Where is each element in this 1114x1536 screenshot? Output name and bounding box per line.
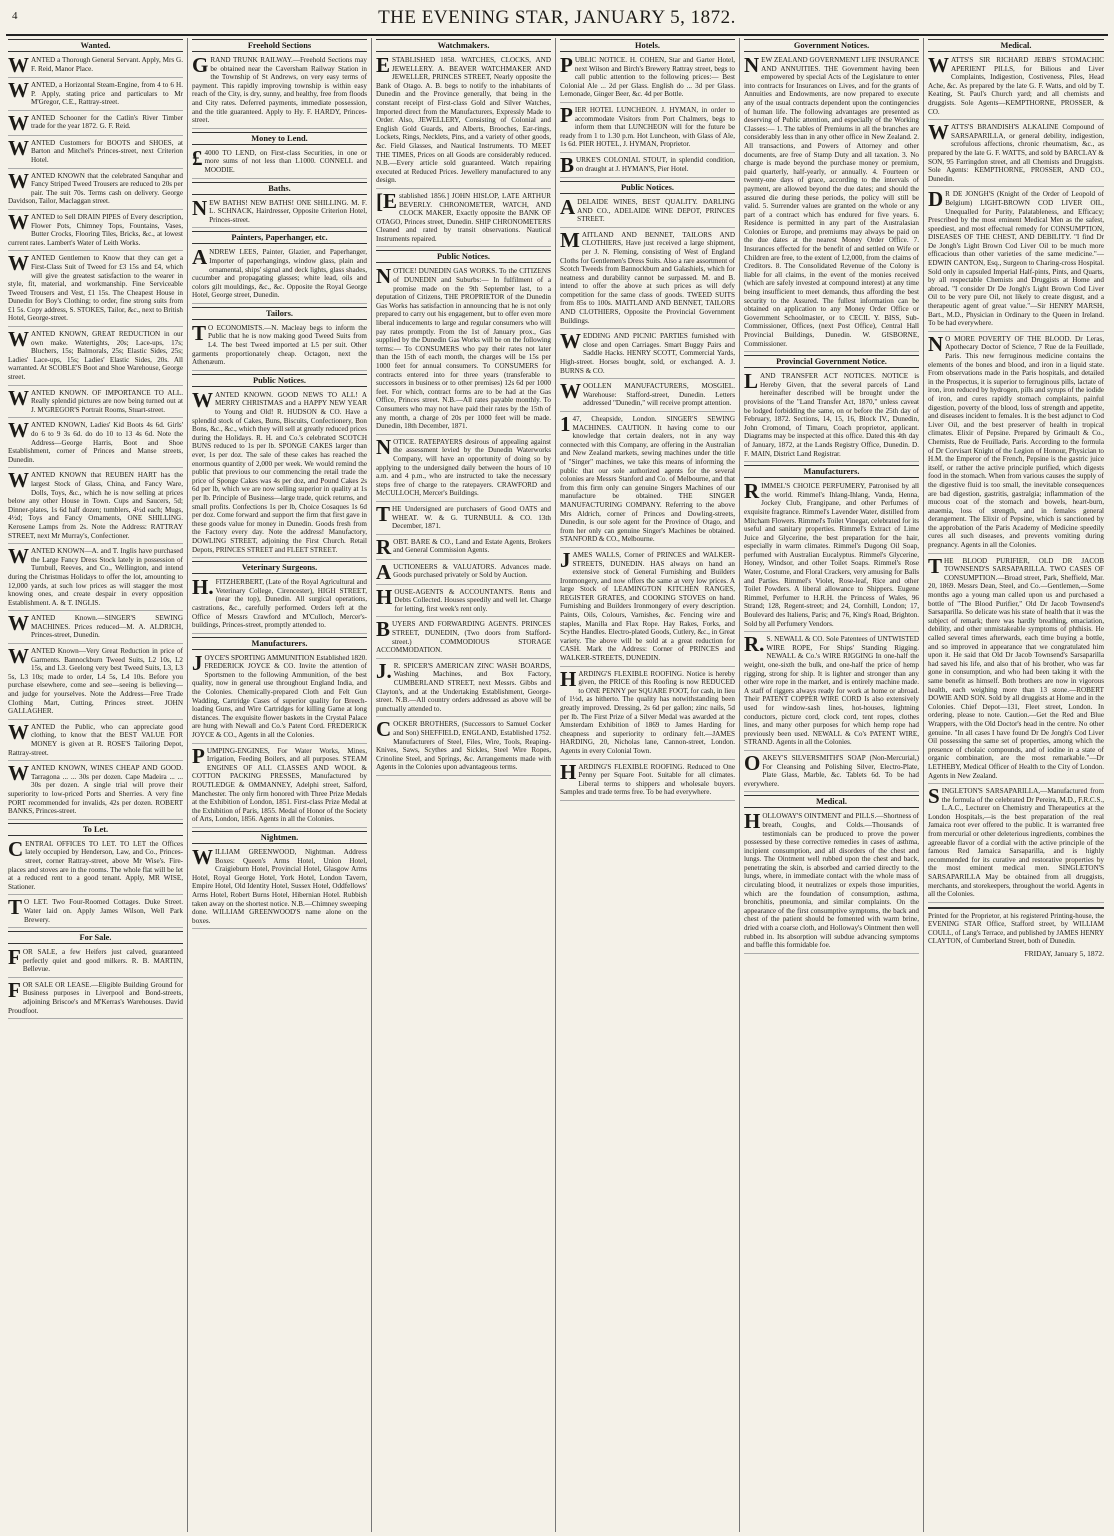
advertisement: WANTED Schooner for the Catlin's River Timber trade for the year 1872. G. F. Reid. [8, 113, 183, 135]
advertisement: WANTED KNOWN—A. and T. Inglis have purchased the Large Fancy Dress Stock lately in possession of Turnbull, Reeves, and Co., Wellington, and intend during the Christmas Holidays to offer the lot, amounting to 12,000 yards, at such low prices as will stagger the most knowing ones, and create despair in every opposition Establishment. A. & T. INGLIS. [8, 547, 183, 611]
section-heading: Watchmakers. [376, 39, 551, 52]
section-heading: Medical. [744, 795, 919, 808]
advertisement: ADELAIDE WINES, BEST QUALITY. DARLING AND CO., ADELAIDE WINE DEPOT, PRINCES STREET. [560, 198, 735, 228]
advertisement: COCKER BROTHERS, (Successors to Samuel Cocker and Son) SHEFFIELD, ENGLAND, Established 1752. Manufacturers of Steel, Files, Wire, Tools, Reaping-Knives, Saws, Scythes and Sickles, Steel Wire Ropes, Crinoline Steel, and Springs, &c. Arrangements made with Agents in the Colonies upon advantageous terms. [376, 720, 551, 776]
advertisement: WANTED, a Horizontal Steam-Engine, from 4 to 6 H. P. Apply, stating price and particulars to Mr M'Gregor, C.E., Rattray-street. [8, 81, 183, 111]
advertisement: HOLLOWAY'S OINTMENT and PILLS.—Shortness of breath, Coughs, and Colds.—Thousands of testimonials can be produced to prove the power possessed by these corrective remedies in cases of asthma, incipient consumption, and all disorders of the chest and lungs. The Ointment well rubbed upon the chest and back, penetrating the skin, is absorbed and carried directly to the lungs, where, in immediate contact with the whole mass of circulating blood, it neutralizes or expels those impurities, which are the foundation of consumption, asthma, bronchitis, pneumonia, and similar complaints. On the appearance of the first consumptive symptoms, the back and chest of the patient should be fomented with warm brine, dried with a coarse cloth, and Holloway's Ointment then well rubbed in. Its absorption will subdue advancing symptoms and baffle this formidable foe. [744, 812, 919, 954]
advertisement: GRAND TRUNK RAILWAY.—Freehold Sections may be obtained near the Caversham Railway Station in the Township of St Andrews, on very easy terms of payment. This rapidly improving township is within easy reach of the City, is dry, sunny, and healthy, free from floods and City rates. Deferred payments, immediate possession, and the title guaranteed. Apply to Hy. F. HARDY, Princes-street. [192, 56, 367, 129]
section-heading: Freehold Sections [192, 39, 367, 52]
columns [4, 38, 1110, 1532]
advertisement: J.R. SPICER'S AMERICAN ZINC WASH BOARDS, Washing Machines, and Box Factory, CUMBERLAND STREET, next Messrs. Gibbs and Clayton's, and at the Undertaking Establishment, George-street. N.B.—All country orders addressed as above will be punctually attended to. [376, 662, 551, 718]
column-4 [556, 38, 740, 1532]
advertisement: THE BLOOD PURIFIER, OLD DR JACOB TOWNSEND'S SARSAPARILLA. TWO CASES OF CONSUMPTION.—Broad street, Park, Sheffield, Mar. 20, 1869. Messrs Dean, Steel, and Co.—Gentlemen,—Some months ago a young man called upon us and purchased a bottle of "The Blood Purifier," Old Dr Jacob Townsend's Sarsaparilla. So delicate was his state of health that it was the subject of remark; there was hardly breathing, emaciation, debility, and other unmistakeable symptoms of phthisis. He called several times afterwards, each time buying a bottle, and so improved in appearance that we congratulated him upon it. He said that Old Dr Jacob Townsend's Sarsaparilla had saved his life, and also that of his brother, who was far gone in consumption, and who had been taking it with the same benefit as himself. Both brothers are now in vigorous health, each weighing more than 13 stone.—ROBERT DOWIE AND SON. Sold by all druggists at Home and in the Colonies. Chief Depot—131, Fleet street, London. In ordering, please to note. Caution.—Get the Red and Blue Wrappers, with the Old Doctor's head in the centre. No other genuine. "In all cases I have found Dr De Jongh's Cod Liver Oil possessing the same set of properties, among which the presence of cholaic compounds, and of iodine in a state of organic combination, are the most remarkable."—Dr LETHEBY, Medical Officer of Health to the City of London. Agents in New Zealand. [928, 557, 1104, 784]
masthead [6, 4, 1108, 36]
advertisement: WATTS'S BRANDISH'S ALKALINE Compound of SARSAPARILLA, or general debility, indigestion, scrofulous affections, chronic rheumatism, &c., as prepared by the late G. F. WATTS, and sold by BARCLAY & SON, 95 Farringdon street, and all Chemists and Druggists. Sole Agents: KEMPTHORNE, PROSSER, AND CO., Dunedin. [928, 123, 1104, 187]
issue-date: FRIDAY, January 5, 1872. [1024, 948, 1104, 958]
advertisement: WANTED KNOWN. OF IMPORTANCE TO ALL. Really splendid pictures are now being turned out at J. M'GREGOR'S Portrait Rooms, Stuart-street. [8, 389, 183, 419]
column-6 [924, 38, 1108, 1532]
section-heading: Public Notices. [560, 181, 735, 194]
advertisement: £4000 TO LEND, on First-class Securities, in one or more sums of not less than L1000. CONNELL and MOODIE. [192, 149, 367, 179]
section-heading: Baths. [192, 182, 367, 195]
section-heading: Wanted. [8, 39, 183, 52]
advertisement: WANTED Customers for BOOTS and SHOES, at Barton and Mitchel's Princes-street, next Criterion Hotel. [8, 139, 183, 169]
advertisement: NOTICE. RATEPAYERS desirous of appealing against the assessment levied by the Dunedin Waterworks Company, will have an opportunity of doing so by applying to the undersigned daily between the hours of 10 a.m. and 4 p.m., who are instructed to take the necessary steps free of charge to the ratepayers. CRAWFORD and McCULLOCH, Mercer's Buildings. [376, 438, 551, 502]
advertisement: WANTED Known—Very Great Reduction in price of Garments. Bannockburn Tweed Suits, L2 10s, L2 15s, and L3. Geelong very best Tweed Suits, L3, L3 5s, L3 10s; made to order, L4 5s, L4 10s. Before you purchase elsewhere, come and see—seeing is believing—and judge for yourselves. Note the Address—Free Trade Clothing Mart, Cutting, Princes street. JOHN GALLAGHER. [8, 647, 183, 720]
advertisement: HOUSE-AGENTS & ACCOUNTANTS. Rents and Debts Collected. Houses speedily and well let. Charge for letting, first week's rent only. [376, 588, 551, 618]
advertisement: PUBLIC NOTICE. H. COHEN, Star and Garter Hotel, next Wilson and Birch's Brewery Rattray street, begs to call public attention to the following prices:— Best Colonial Ale ... 2d per Glass. English do ... 3d per Glass. Lemonade, Ginger Beer, &c. 4d per Bottle. [560, 56, 735, 103]
advertisement: PUMPING-ENGINES, For Water Works, Mines, Irrigation, Feeding Boilers, and all purposes. STEAM ENGINES OF ALL CLASSES AND WOOL & COTTON PACKING PRESSES, Manufactured by ROUTLEDGE & OMMANNEY, Adelphi street, Salford, Manchester. The only firm honored with Three Prize Medals at the Exhibition of London, 1851. First-class Prize Medal at the Exhibition of Paris, 1855. Medal of Honor of the Society of Arts, London, 1856. Agents in all the Colonies. [192, 747, 367, 828]
section-heading: Manufacturers. [744, 465, 919, 478]
newspaper-title: THE EVENING STAR, JANUARY 5, 1872. [378, 7, 736, 28]
advertisement: ANDREW LEES, Painter, Glazier, and Paperhanger, Importer of paperhangings, window glass, plain and ornamental, ships' signal and deck lights, glass shades, cucumber and propagating glasses; white lead, oils and colors gilt mouldings, &c., &c. Opposite the Royal George Hotel, George street, Dunedin. [192, 248, 367, 304]
advertisement: DR DE JONGH'S (Knight of the Order of Leopold of Belgium) LIGHT-BROWN COD LIVER OIL, Unequalled for Purity, Palatableness, and Efficacy; Prescribed by the most eminent Medical Men as the safest, speediest, and most effectual remedy for CONSUMPTION, DISEASES OF THE CHEST, AND DEBILITY. "I find Dr De Jongh's Light Brown Cod Liver Oil to be much more efficacious than other varieties of the same medicine."—EDWIN CANTON, Esq., Surgeon to Charing-cross Hospital. Sold only in capsuled Imperial Half-pints, Pints, and Quarts, by all respectable Chemists and Druggists at Home and abroad. "I consider Dr De Jongh's Light Brown Cod Liver Oil to be very pure Oil, not likely to create disgust, and a therapeutic agent of great value."—Sir HENRY MARSH, Bart., M.D., Physician in Ordinary to the Queen in Ireland. To be had everywhere. [928, 190, 1104, 332]
advertisement: WANTED KNOWN, WINES CHEAP AND GOOD. Tarragona ... ... 30s per dozen. Cape Madeira ... ... 30s per dozen. A single trial will prove their superiority to low-priced Ports and Sherries. A very fine PORT recommended for invalids, 42s per dozen. ROBERT BANKS, Princes-street. [8, 764, 183, 820]
section-heading: Veterinary Surgeons. [192, 561, 367, 574]
advertisement: WANTED the Public, who can appreciate good clothing, to know that the BEST VALUE FOR MONEY is given at R. ROSE'S Tailoring Depot, Rattray-street. [8, 723, 183, 761]
advertisement: HARDING'S FLEXIBLE ROOFING. Notice is hereby given, the PRICE of this Roofing is now REDUCED to ONE PENNY per SQUARE FOOT, for cash, in lieu of 1½d, as hitherto. The quality has notwithstanding been greatly improved. Dressing, 2s 6d per gallon; zinc nails, 5d per lb. The First Prize of a Silver Medal was awarded at the Amsterdam Exhibition of 1869 to James Harding for cheapness and superiority to ordinary felt.—JAMES HARDING, 20, Nicholas lane, Cannon-street, London. Agents in every Colonial Town. [560, 670, 735, 760]
advertisement: TO ECONOMISTS.—N. Macleay begs to inform the Public that he is now making good Tweed Suits from L4. The best Tweed imported at L5 per suit. Other garments proportionately cheap. Octagon, next the Athenæum. [192, 324, 367, 371]
printer-imprint: Printed for the Proprietor, at his registered Printing-house, the EVENING STAR Office, Stafford street, by WILLIAM COULL, of Lang's Terrace, and published by JAMES HENRY CLAYTON, of Cumberland Street, both of Dunedin. [928, 907, 1104, 946]
section-heading: Money to Lend. [192, 132, 367, 145]
advertisement: WANTED Known.—SINGER'S SEWING MACHINES. Prices reduced—M. A. ALDRICH, Princes-street, Dunedin. [8, 614, 183, 644]
advertisement: RIMMEL'S CHOICE PERFUMERY, Patronised by all the world. Rimmel's Ihlang-Ihlang, Vanda, Henna, Jockey Club, Frangipane, and other Perfumes of exquisite fragrance. Rimmel's Lavender Water, distilled from Mitcham Flowers. Rimmel's Toilet Vinegar, celebrated for its useful and sanitary properties. Rimmel's Extract of Lime Juice and Glycerine, the best preparation for the hair, especially in warm climates. Rimmel's Dugong Oil Soap, perfumed with Australian Eucalyptus. Rimmel's Glycerine, Honey, Windsor, and other Toilet Soaps. Rimmel's Rose Water, Costume, and Floral Crackers, very amusing for Balls and Parties. Rimmel's Violet, Rose-leaf, Rice and other Toilet Powders. A liberal allowance to Shippers. Eugene Rimmel, Perfumer to H.R.H. the Princess of Wales, 96 Strand; 128, Regent-street; and 24, Cornhill, London; 17, Boulevard des Italiens, Paris; and 76, King's Road, Brighton. Sold by all Perfumery Vendors. [744, 482, 919, 632]
advertisement: WATTS'S SIR RICHARD JEBB'S STOMACHIC APERIENT PILLS, for Bilious and Liver Complaints, Indigestion, Costiveness, Piles, Head Ache, &c. As prepared by the late G. F. Watts, and old by T. Keating, St. Paul's Church yard; and all chemists and druggists. Sole Agents—KEMPTHORNE, PROSSER, & CO. [928, 56, 1104, 120]
advertisement: NO MORE POVERTY OF THE BLOOD. Dr Leras, Apothecary Doctor of Science, 7 Rue de la Feuillade, Paris. This new ferruginous medicine contains the elements of the bones and blood, and iron in a liquid state. From observations made in the Paris hospitals, and detailed in the Prospectus, it is superior to ferruginous pills, lactate of iron, iron reduced by hydrogen, pills and syrups of the iodide of iron, and cures rapidly stomach complaints, painful digestion, poverty of the blood, loss of strength and appetite, and diseases incident to females. It is the best adjunct to Cod Liver Oil, and the best preserver of health in tropical climates. Elixir of Pepsine. Prepared by Grimault & Co., Chemists, Rue de Feuillade, Paris. According to the formula of Dr Corvisart Knight of the Legion of Honour, Physician to H.M. the Emperor of the French, Pepsine is the gastric juice itself, or rather the active principle purified, which digests food in the stomach. When from various causes the supply of the digestive fluid is too small, the inevitable consequences are bad digestion, gastritis, gastralgia; inflammation of the mucous coat of the stomach and bowels, heart-burn, anaemia, loss of strength, and in females general derangement. The Elixir of Pepsine, which is sanctioned by the approbation of the Paris Academy of Medicine speedily cures all such diseases, and prevents vomiting during pregnancy. Agents in all the Colonies. [928, 335, 1104, 554]
advertisement: BUYERS AND FORWARDING AGENTS. PRINCES STREET, DUNEDIN, (Two doors from Stafford-street.) COMMODIOUS STORAGE ACCOMMODATION. [376, 620, 551, 658]
section-heading: Nightmen. [192, 831, 367, 844]
advertisement: TO LET. Two Four-Roomed Cottages. Duke Street. Water laid on. Apply James Wilson, Well Park Brewery. [8, 898, 183, 928]
section-heading: Tailors. [192, 307, 367, 320]
column-3 [372, 38, 556, 1532]
section-heading: To Let. [8, 823, 183, 836]
section-heading: Public Notices. [192, 374, 367, 387]
advertisement: JOYCE'S SPORTING AMMUNITION Established 1820. FREDERICK JOYCE & CO. Invite the attention of Sportsmen to the following Ammunition, of the best quality, now in general use throughout England India, and the Colonies. Chemically-prepared Cloth and Felt Gun Wadding, Cartridge Cases of superior quality for Breech-loading Guns, and Wire Cartridges for killing Game at long distances. The exquisite flower baskets in the Crystal Palace are hung with Newall and Co.'s Patent Cord. FREDERICK JOYCE & CO., Agents in all the Colonies. [192, 654, 367, 744]
advertisement: AUCTIONEERS & VALUATORS. Advances made. Goods purchased privately or Sold by Auction. [376, 562, 551, 584]
advertisement: MAITLAND AND BENNET, TAILORS AND CLOTHIERS, Have just received a large shipment, per J. N. Fleming, consisting of West of England Cloths for Gentlemen's Dress Suits. Also a rare assortment of Scotch Tweeds from Bannockburn and Galashiels, which for neatness and durability cannot be surpassed. M. and B. intend to offer the above at such prices as will defy competition for the same class of goods. TWEED SUITS from 85s to 100s. MAITLAND AND BENNET, TAILORS AND CLOTHIERS, Opposite the Provincial Government Buildings. [560, 231, 735, 330]
advertisement: WANTED KNOWN, GREAT REDUCTION in our own make. Watertights, 20s; Lace-ups, 17s; Bluchers, 15s; Balmorals, 25s; Elastic Sides, 25s; Ladies' Lace-ups, 15s; Ladies' Elastic Sides, 20s. All warranted. At SCOBLE'S Boot and Shoe Warehouse, George street. [8, 330, 183, 386]
section-heading: Provincial Government Notice. [744, 355, 919, 368]
advertisement: FOR SALE OR LEASE.—Eligible Building Ground for Business purposes in Liverpool and Bond-streets, adjoining Briscoe's and M'Kerras's Warehouses. David Proudfoot. [8, 981, 183, 1019]
section-heading: Medical. [928, 39, 1104, 52]
advertisement: HARDING'S FLEXIBLE ROOFING. Reduced to One Penny per Square Foot. Suitable for all climates. Liberal terms to shippers and wholesale buyers. Samples and trade terms free. To be had everywhere. [560, 763, 735, 801]
advertisement: ESTABLISHED 1858. WATCHES, CLOCKS, AND JEWELLERY. A. BEAVER WATCHMAKER AND JEWELLER, PRINCES STREET, Nearly opposite the Bank of Otago. A. B. begs to notify to the inhabitants of Dunedin and the Province generally, that being in the constant receipt of First-class Gold and Silver Watches, Imported direct from the Manufacturers, Expressly Made to Order. Also, JEWELLERY, Consisting of Colonial and English Gold Guards, and Alberts, Brooches, Ear-rings, Lockets, Rings, Necklets, Pins, and a variety of other goods, &c. Field Glasses, and Nautical Instruments. TO MEET THE TIMES, Prices on all Goods are considerably reduced. N.B.—Every article sold guaranteed. Watch repairing executed at Reduced Prices. Jewellery manufactured to any design. [376, 56, 551, 189]
advertisement: WANTED to Sell DRAIN PIPES of Every description, Flower Pots, Chimney Tops, Fountains, Vases, Butter Crocks, Flooring Tiles, Bricks, &c., at lowest current rates. Lambert's Water of Leith Works. [8, 213, 183, 251]
advertisement: WOOLLEN MANUFACTURERS, MOSGIEL. Warehouse: Stafford-street, Dunedin. Letters addressed "Dunedin," will receive prompt attention. [560, 382, 735, 412]
advertisement: JAMES WALLS, Corner of PRINCES and WALKER-STREETS, DUNEDIN. HAS always on hand an extensive stock of General Furnishing and Builders Ironmongery, and now offers the same at very low prices. A large Stock of LEAMINGTON KITCHEN RANGES, REGISTER GRATES, and COOKING STOVES on hand. Furnishing and Builders Ironmongery of every description. Paints, Oils, Colours, Varnishes, &c. Fencing wire and staples, Manilla and Flax Rope. Hay Rakes, Forks, and Scythe Handles. Electro-plated Goods, Cutlery, &c., in Great variety. The above will be sold at a great reduction for CASH. Mark the Address: Corner of PRINCES and WALKER-STREETS, DUNEDIN. [560, 551, 735, 667]
advertisement: WANTED KNOWN. GOOD NEWS TO ALL! A MERRY CHRISTMAS and a HAPPY NEW YEAR to Young and Old! R. HUDSON & CO. Have a splendid stock of Cakes, Buns, Biscuits, Confectionery, Bon Bons, &c., &c., which they will sell at greatly reduced prices during the Holidays. R. H. and Co.'s celebrated SCOTCH BUNS reduced to 1s per lb. SPONGE CAKES larger than ever, 1s per doz. The sale of these cakes has reached the enormous quantity of 2,000 per week. We would remind the public that previous to our commencing the retail trade the price of Sponge Cakes was 4s per doz, and Pound Cakes 2s 6d per lb, which we are now selling superior in quality at 1s per lb. Principle of Business—large trade, quick returns, and small profits. Confections 1s per lb, Choice Cosaques 1s 6d per doz. Come forward and support the firm that first gave in these goods value for money in Dunedin. Goods fresh from the Factory every day. Note the address! Manufactory, DOWLING STREET, adjoining the First Church. Retail Depots, PRINCES STREET and FLEET STREET. [192, 391, 367, 558]
advertisement: ROBT. BARE & CO., Land and Estate Agents, Brokers and General Commission Agents. [376, 537, 551, 559]
advertisement: NOTICE! DUNEDIN GAS WORKS. To the CITIZENS of DUNEDIN and Suburbs:— In fulfilment of a promise made on the 9th September last, to a deputation of Citizens, THE PROPRIETOR of the Dunedin Gas Works has satisfaction in announcing that he is not only prepared to carry out his engagement, but to offer even more liberal inducements to large and regular consumers who will pay rates promptly. From the 1st of January prox., Gas supplied by the Dunedin Gas Works will be on the following terms:— To CONSUMERS who pay their rates not later than the 15th of each month, the charges will be 15s per 1000 feet for annual consumers. To CONSUMERS for contracts entered into for three years (transferable to successors in business or to other premises) 12s 6d per 1000 feet. For which, contract forms are to be had at the Gas Office, Princes street. N.B.—All rates payable monthly. To Consumers who may not have paid their rates by the 15th of any month, a charge of 20s per 1000 feet will be made. Dunedin, 18th December, 1871. [376, 267, 551, 434]
advertisement: WEDDING AND PICNIC PARTIES furnished with close and open Carriages. Smart Buggy Pairs and Saddle Hacks. HENRY SCOTT, Commercial Yards, High-street. Horses bought, sold, or exchanged. A. J. BURNS & CO. [560, 332, 735, 379]
advertisement: WANTED KNOWN that the celebrated Sanquhar and Fancy Striped Tweed Trousers are reduced to 20s per pair. The suit 70s. Terms cash on delivery. George Davidson, Tailor, Maclaggan street. [8, 172, 183, 210]
advertisement: R.S. NEWALL & CO. Sole Patentees of UNTWISTED WIRE ROPE, For Ships' Standing Rigging. NEWALL & Co.'s WIRE RIGGING In one-half the weight, one-sixth the bulk, and one-half the price of hemp rigging, strong for ship. It is lighter and stronger than any other wire rope in the market, and is entirely machine made. A staff of riggers always ready for work at home or abroad. Their PATENT COPPER WIRE CORD Is also extensively used for window-sash lines, hot-houses, lightning conductors, picture cord, clock cord, tent ropes, clothes lines, and many other purposes for which hemp rope had previously been used. NEWALL & Co's PATENT WIRE, STRAND. Agents in all the Colonies. [744, 635, 919, 751]
advertisement: WANTED KNOWN, Ladies' Kid Boots 4s 6d. Girls' do 6 to 9 3s 6d. do do 10 to 13 4s 6d. Note the Address—George Harris, Boot and Shoe Establishment, corner of Princes and Manse streets, Dunedin. [8, 421, 183, 468]
advertisement: OAKEY'S SILVERSMITH'S SOAP (Non-Mercurial,) For Cleansing and Polishing Silver, Electro-Plate, Plate Glass, Marble, &c. Tablets 6d. To be had everywhere. [744, 754, 919, 792]
advertisement: WILLIAM GREENWOOD, Nightman. Address Boxes: Queen's Arms Hotel, Union Hotel, Craigieburn Hotel, Provincial Hotel, Glasgow Arms Hotel, Royal George Hotel, York Hotel, London Tavern, Empire Hotel, Old Identity Hotel, Sussex Hotel, Oddfellows' Arms Hotel, Robert Burns Hotel, Hibernian Hotel. Rubbish taken away on the shortest notice. N.B.—Chimney sweeping done. WILLIAM GREENWOOD'S name alone on the boxes. [192, 848, 367, 929]
advertisement: WANTED KNOWN that REUBEN HART has the largest Stock of Glass, China, and Fancy Ware, Dolls, Toys, &c., which he is now selling at prices below any other House in Town. Cups and Saucers, 5d; Dinner-plates, 1s 6d half dozen; tumblers, 4½d each; Mugs, 4½d; Toys and Fancy Ornaments, ONE SHILLING. Kerosene Lamps from 2s. Note the Address: RATTRAY STREET, next Mr Murray's, Confectioner. [8, 471, 183, 544]
section-heading: Government Notices. [744, 39, 919, 52]
section-heading: Public Notices. [376, 250, 551, 263]
advertisement: NEW BATHS! NEW BATHS! ONE SHILLING. M. F. L. SCHNACK, Hairdresser, Opposite Criterion Hotel, Princes-street. [192, 199, 367, 229]
section-heading: Manufacturers. [192, 637, 367, 650]
advertisement: [Established 1856.] JOHN HISLOP, LATE ARTHUR BEVERLY. CHRONOMETER, WATCH, AND CLOCK MAKER, Exactly opposite the BANK OF OTAGO, Princes street, Dunedin. SHIP CHRONOMETERS Cleaned and rated by transit observations. Nautical Instruments repaired. [376, 192, 551, 248]
advertisement: H.FITZHERBERT, (Late of the Royal Agricultural and Veterinary College, Cirencester), HIGH STREET, (near the top), Dunedin. All surgical operations, castrations, &c., carefully performed. Orders left at the Office of Messrs Crawford and M'Culloch, Mercer's-buildings, Princes-street, promptly attended to. [192, 578, 367, 634]
advertisement: SINGLETON'S SARSAPARILLA,—Manufactured from the formula of the celebrated Dr Pereira, M.D., F.R.C.S., L.A.C., Lecturer on Chemistry and Therapeutics at the London Hospitals,—is the best preparation of the real Jamaica root ever offered to the public. It is warranted free from mercurial or other deleterious ingredients, combines the agreeable flavor of a cordial with the active principle of the famous Red Jamaica Sarsaparilla, and is highly recommended for its curative and restorative properties by the most eminent medical men. SINGLETON'S SARSAPARILLA May be obtained from all druggists, merchants, and storekeepers, throughout the world. Agents in all the Colonies. [928, 787, 1104, 903]
advertisement: BURKE'S COLONIAL STOUT, in splendid condition, on draught at J. HYMAN'S, Pier Hotel. [560, 155, 735, 177]
advertisement: FOR SALE, a few Heifers just calved, guaranteed perfectly quiet and good milkers. R. B. MARTIN, Bellevue. [8, 948, 183, 978]
advertisement: PIER HOTEL LUNCHEON. J. HYMAN, in order to accommodate Visitors from Port Chalmers, begs to inform them that LUNCHEON will for the future be ready from 1 to 1.30 p.m. Hot Luncheon, with Glass of Ale, 1s 6d. PIER HOTEL, J. HYMAN, Proprietor. [560, 106, 735, 153]
page-number: 4 [12, 10, 18, 22]
column-2 [188, 38, 372, 1532]
section-heading: For Sale. [8, 931, 183, 944]
advertisement: NEW ZEALAND GOVERNMENT LIFE INSURANCE AND ANNUITIES. THE Government having been empowered by special Acts of the Legislature to enter into contracts for Insurances on Lives, and for the grants of Annuities and Endowments, are now prepared to execute any of the usual contracts dependent upon the contingencies of human life. The following advantages are presented as deserving of Public attention, and especially of the Working Classes:— 1. The tables of Premiums in all the branches are considerably less than in any other office in New Zealand. 2. All transactions, and Powers of Attorney and other documents, are free of Stamp Duty and all taxation. 3. No charge is made beyond the purchase money or premium, paid quarterly, half-yearly, or annually. 4. Fourteen or twenty-one days of grace, according to the intervals of payment, are allowed beyond the due dates; and should the assured die during these periods, the policy will still be valid. 5. Surrender values are granted on the whole or any part of a contract which has endured for five years. 6. Residence is permitted in any part of the Australasian Colonies or Europe, and premiums may always be paid on the due dates at the nearest Money Order Office. 7. Insurances effected for the benefit of and settled on Wife or Children are free, to the extent of L2,000, from the claims of Creditors. 8. The Consolidated Revenue of the Colony is liable for all claims, in the event of the monies received (which are safely invested at compound interest) at any time being insufficient to meet demands, thus affording the best security to the Assured. The fullest information can be obtained on application to any Money Order Office or Government Schoolmaster, or to CECIL Y. BISS, Sub-Commissioner, Offices, (next Post Office), Central Hall Provincial Buildings, Dunedin. W. GISBORNE, Commissioner. [744, 56, 919, 352]
section-heading: Hotels. [560, 39, 735, 52]
advertisement: WANTED a Thorough General Servant. Apply, Mrs G. F. Reid, Manor Place. [8, 56, 183, 77]
advertisement: 147, Cheapside, London. SINGER'S SEWING MACHINES. CAUTION. It having come to our knowledge that certain dealers, not in any way connected with this Company, are offering in the Australian and New Zealand markets, sewing machines under the title of "Singer" machines, we take this means of informing the public that our sole authorized agents for the several colonies are Messrs Stanford and Co. of Melbourne, and that from this firm only can genuine Singers Machines of our manufacture be obtained. THE SINGER MANUFACTURING COMPANY. Referring to the above Mrs Aldrich, corner of Princes and Dowling-streets, Dunedin, is our sole agent for the Province of Otago, and from her only can genuine Singer's Machines be obtained. STANFORD & CO., Melbourne. [560, 415, 735, 548]
advertisement: THE Undersigned are purchasers of Good OATS and WHEAT. W. & G. TURNBULL & CO. 13th December, 1871. [376, 505, 551, 535]
advertisement: CENTRAL OFFICES TO LET. TO LET the Offices lately occupied by Henderson, Law, and Co., Princes-street, corner Rattray-street, above Mr Wise's. Fire-places and stoves are in the rooms. The whole flat will be let at a reduced rent to a good tenant. Apply, MR WISE, Stationer. [8, 840, 183, 896]
advertisement: WANTED Gentlemen to Know that they can get a First-Class Suit of Tweed for £3 15s and £4, which will give the greatest satisfaction to the wearer in style, fit, material, and workmanship. Fine Serviceable Tweed Trousers and Vest, £1 15s. The Cheapest House in Dunedin for Boy's Clothing; to order, fine strong suits from £1 5s. Copy address, S. STOKES, Tailor, &c., next to British Hotel, George-street. [8, 254, 183, 327]
column-5 [740, 38, 924, 1532]
section-heading: Painters, Paperhanger, etc. [192, 231, 367, 244]
column-1 [4, 38, 188, 1532]
advertisement: LAND TRANSFER ACT NOTICES. NOTICE is Hereby Given, that the several parcels of Land hereinafter described will be brought under the provisions of the "Land Transfer Act, 1870," unless caveat be lodged forbidding the same, on or before the 25th day of February, 1872. Sections, 14, 15, 16, Block IV., Dunedin, John Cromond, of Timaru, Coach proprietor, applicant. Diagrams may be inspected at this office. Dated this 4th day of January, 1872, at the Lands Registry Office, Dunedin. D. F. MAIN, District Land Registrar. [744, 372, 919, 462]
